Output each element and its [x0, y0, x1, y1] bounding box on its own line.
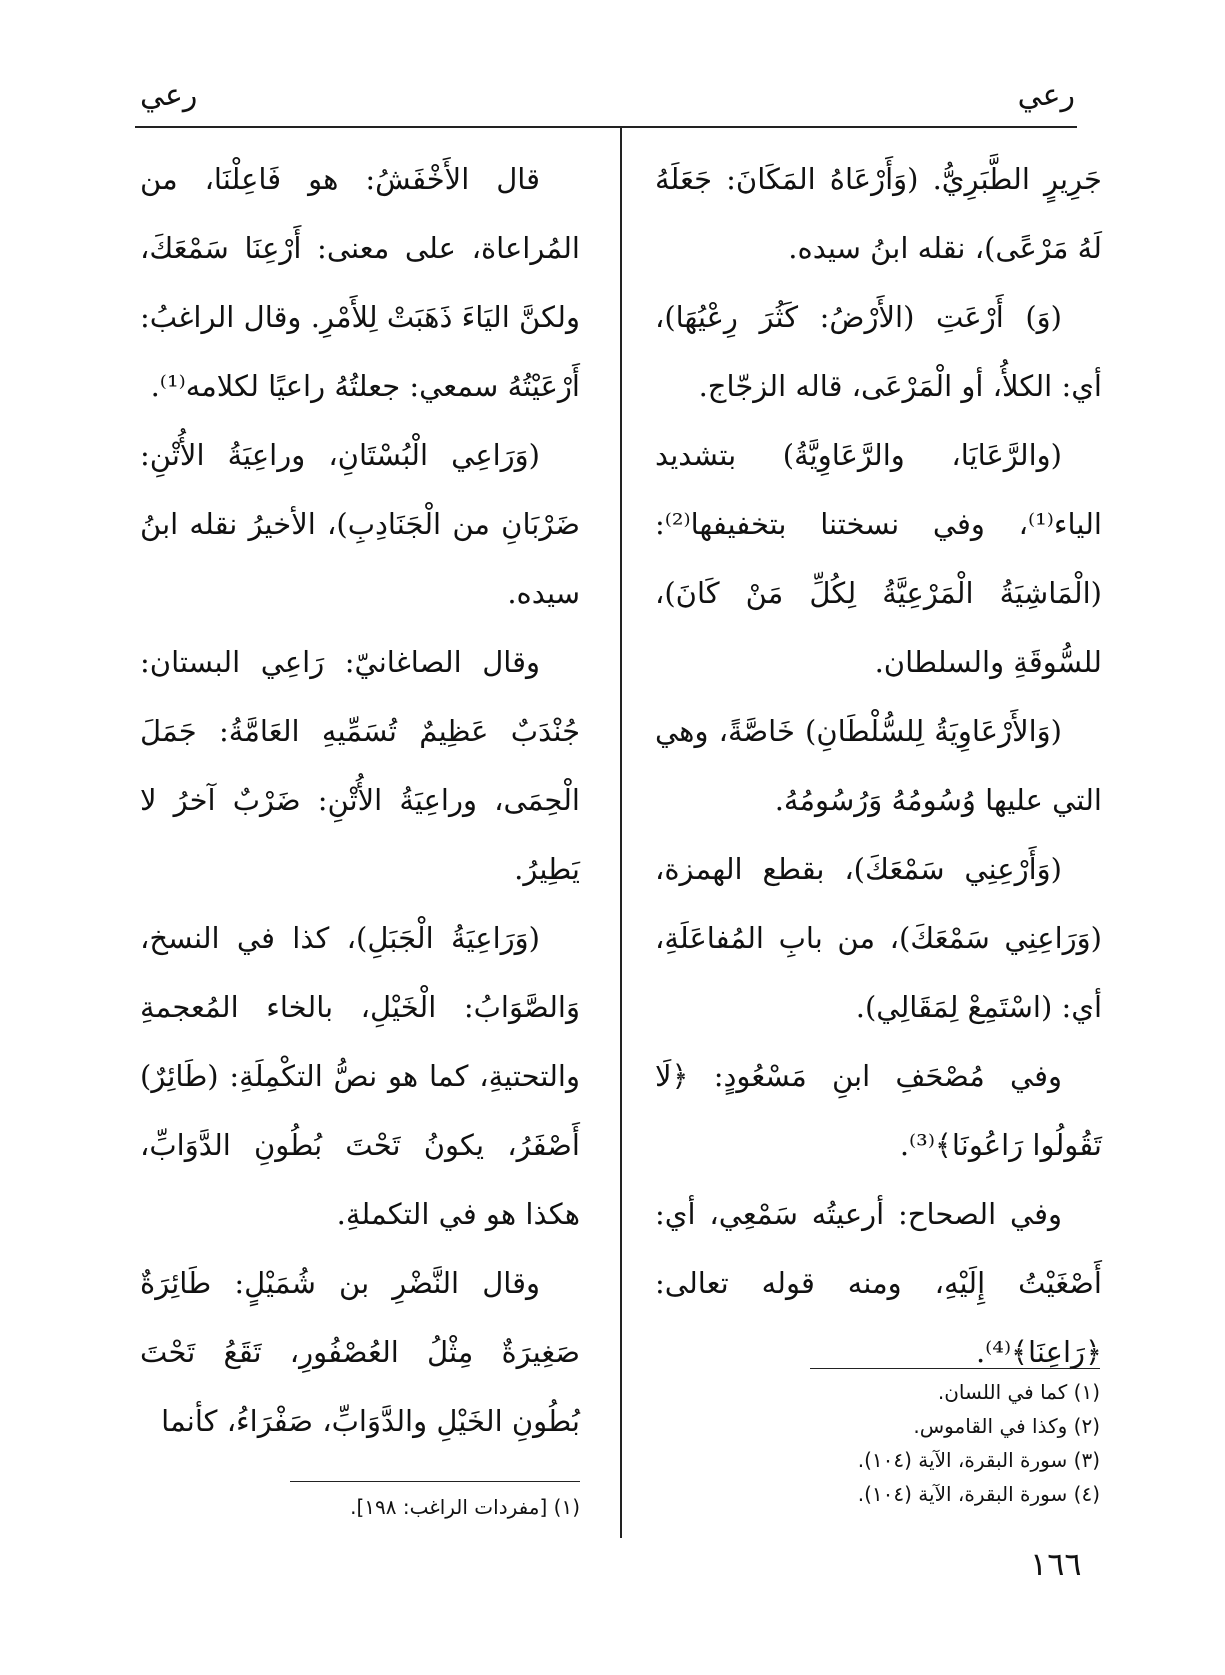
paragraph: جَرِيرٍ الطَّبَرِيُّ. (وَأَرْعَاهُ المَكَانَ: جَعَلَهُ لَهُ مَرْعًى)، نقله ابنُ سيده. — [655, 162, 1102, 265]
footnote: (١) كما في اللسان. — [937, 1380, 1100, 1404]
footnotes-left — [140, 1490, 580, 1524]
footnote-rule-left — [290, 1481, 580, 1482]
footnote: (٢) وكذا في القاموس. — [913, 1414, 1100, 1438]
header-rule — [135, 126, 1077, 128]
header-running-head-right: رعي — [1017, 78, 1075, 113]
column-divider — [620, 128, 622, 1538]
paragraph: وفي مُصْحَفِ ابنِ مَسْعُودٍ: ﴿لَا تَقُولُوا رَاعُونَا﴾⁽³⁾. — [655, 1059, 1102, 1162]
paragraph: (والرَّعَايَا، والرَّعَاوِيَّةُ) بتشديد الياء⁽¹⁾، وفي نسختنا بتخفيفها⁽²⁾: (الْمَاشِيَةُ الْمَرْعِيَّةُ لِكُلِّ مَنْ كَانَ)، للسُّوقَةِ والسلطان. — [655, 438, 1102, 679]
paragraph: (وَالأَرْعَاوِيَةُ لِلسُّلْطَانِ) خَاصَّةً، وهي التي عليها وُسُومُهُ وَرُسُومُهُ. — [655, 714, 1102, 817]
paragraph: (وَأَرْعِنِي سَمْعَكَ)، بقطع الهمزة، (وَرَاعِنِي سَمْعَكَ)، من بابِ المُفاعَلَةِ، أي: (اسْتَمِعْ لِمَقَالِي). — [655, 852, 1102, 1024]
paragraph: (وَرَاعِي الْبُسْتَانِ، وراعِيَةُ الأُتْنِ: ضَرْبَانِ من الْجَنَادِبِ)، الأخيرُ نقله ابنُ سيده. — [140, 438, 580, 610]
footnotes-right — [700, 1375, 1100, 1511]
footnote: (٣) سورة البقرة، الآية (١٠٤). — [857, 1448, 1100, 1472]
paragraph: قال الأَخْفَشُ: هو فَاعِلْنَا، من المُراعاة، على معنى: أَرْعِنَا سَمْعَكَ، ولكنَّ اليَاءَ ذَهَبَتْ لِلأَمْرِ. وقال الراغبُ: أَرْعَيْتُهُ سمعي: جعلتُهُ راعيًا لكلامه⁽¹⁾. — [140, 162, 580, 403]
footnote: (١) [مفردات الراغب: ١٩٨]. — [350, 1495, 580, 1519]
left-column — [140, 145, 580, 1456]
paragraph: (وَ) أَرْعَتِ (الأَرْضُ: كَثُرَ رِعْيُهَا)، أي: الكلأُ، أو الْمَرْعَى، قاله الزجّاج. — [655, 300, 1102, 403]
header-running-head-left: رعي — [140, 78, 198, 113]
paragraph: (وَرَاعِيَةُ الْجَبَلِ)، كذا في النسخ، وَالصَّوَابُ: الْخَيْلِ، بالخاء المُعجمةِ والتحتيةِ، كما هو نصُّ التكْمِلَةِ: (طَائِرٌ) أَصْفَرُ، يكونُ تَحْتَ بُطُونِ الدَّوَابِّ، هكذا هو في التكملةِ. — [140, 921, 580, 1231]
footnote-rule-right — [810, 1368, 1100, 1369]
paragraph: وقال النَّضْرِ بن شُمَيْلٍ: طَائِرَةٌ صَغِيرَةٌ مِثْلُ العُصْفُورِ، تَقَعُ تَحْتَ بُطُونِ الخَيْلِ والدَّوَابِّ، صَفْرَاءُ، كأنما — [140, 1266, 580, 1438]
paragraph: وفي الصحاح: أرعيتُه سَمْعِي، أي: أَصْغَيْتُ إِلَيْهِ، ومنه قوله تعالى: ﴿رَاعِنَا﴾⁽⁴⁾. — [655, 1197, 1102, 1369]
footnote: (٤) سورة البقرة، الآية (١٠٤). — [857, 1482, 1100, 1506]
page-number: ١٦٦ — [1030, 1545, 1082, 1583]
right-column — [655, 145, 1102, 1387]
paragraph: وقال الصاغانيّ: رَاعِي البستان: جُنْدَبٌ عَظِيمٌ تُسَمِّيهِ العَامَّةُ: جَمَلَ الْحِمَى، وراعِيَةُ الأُتْنِ: ضَرْبٌ آخرُ لا يَطِيرُ. — [140, 645, 580, 886]
